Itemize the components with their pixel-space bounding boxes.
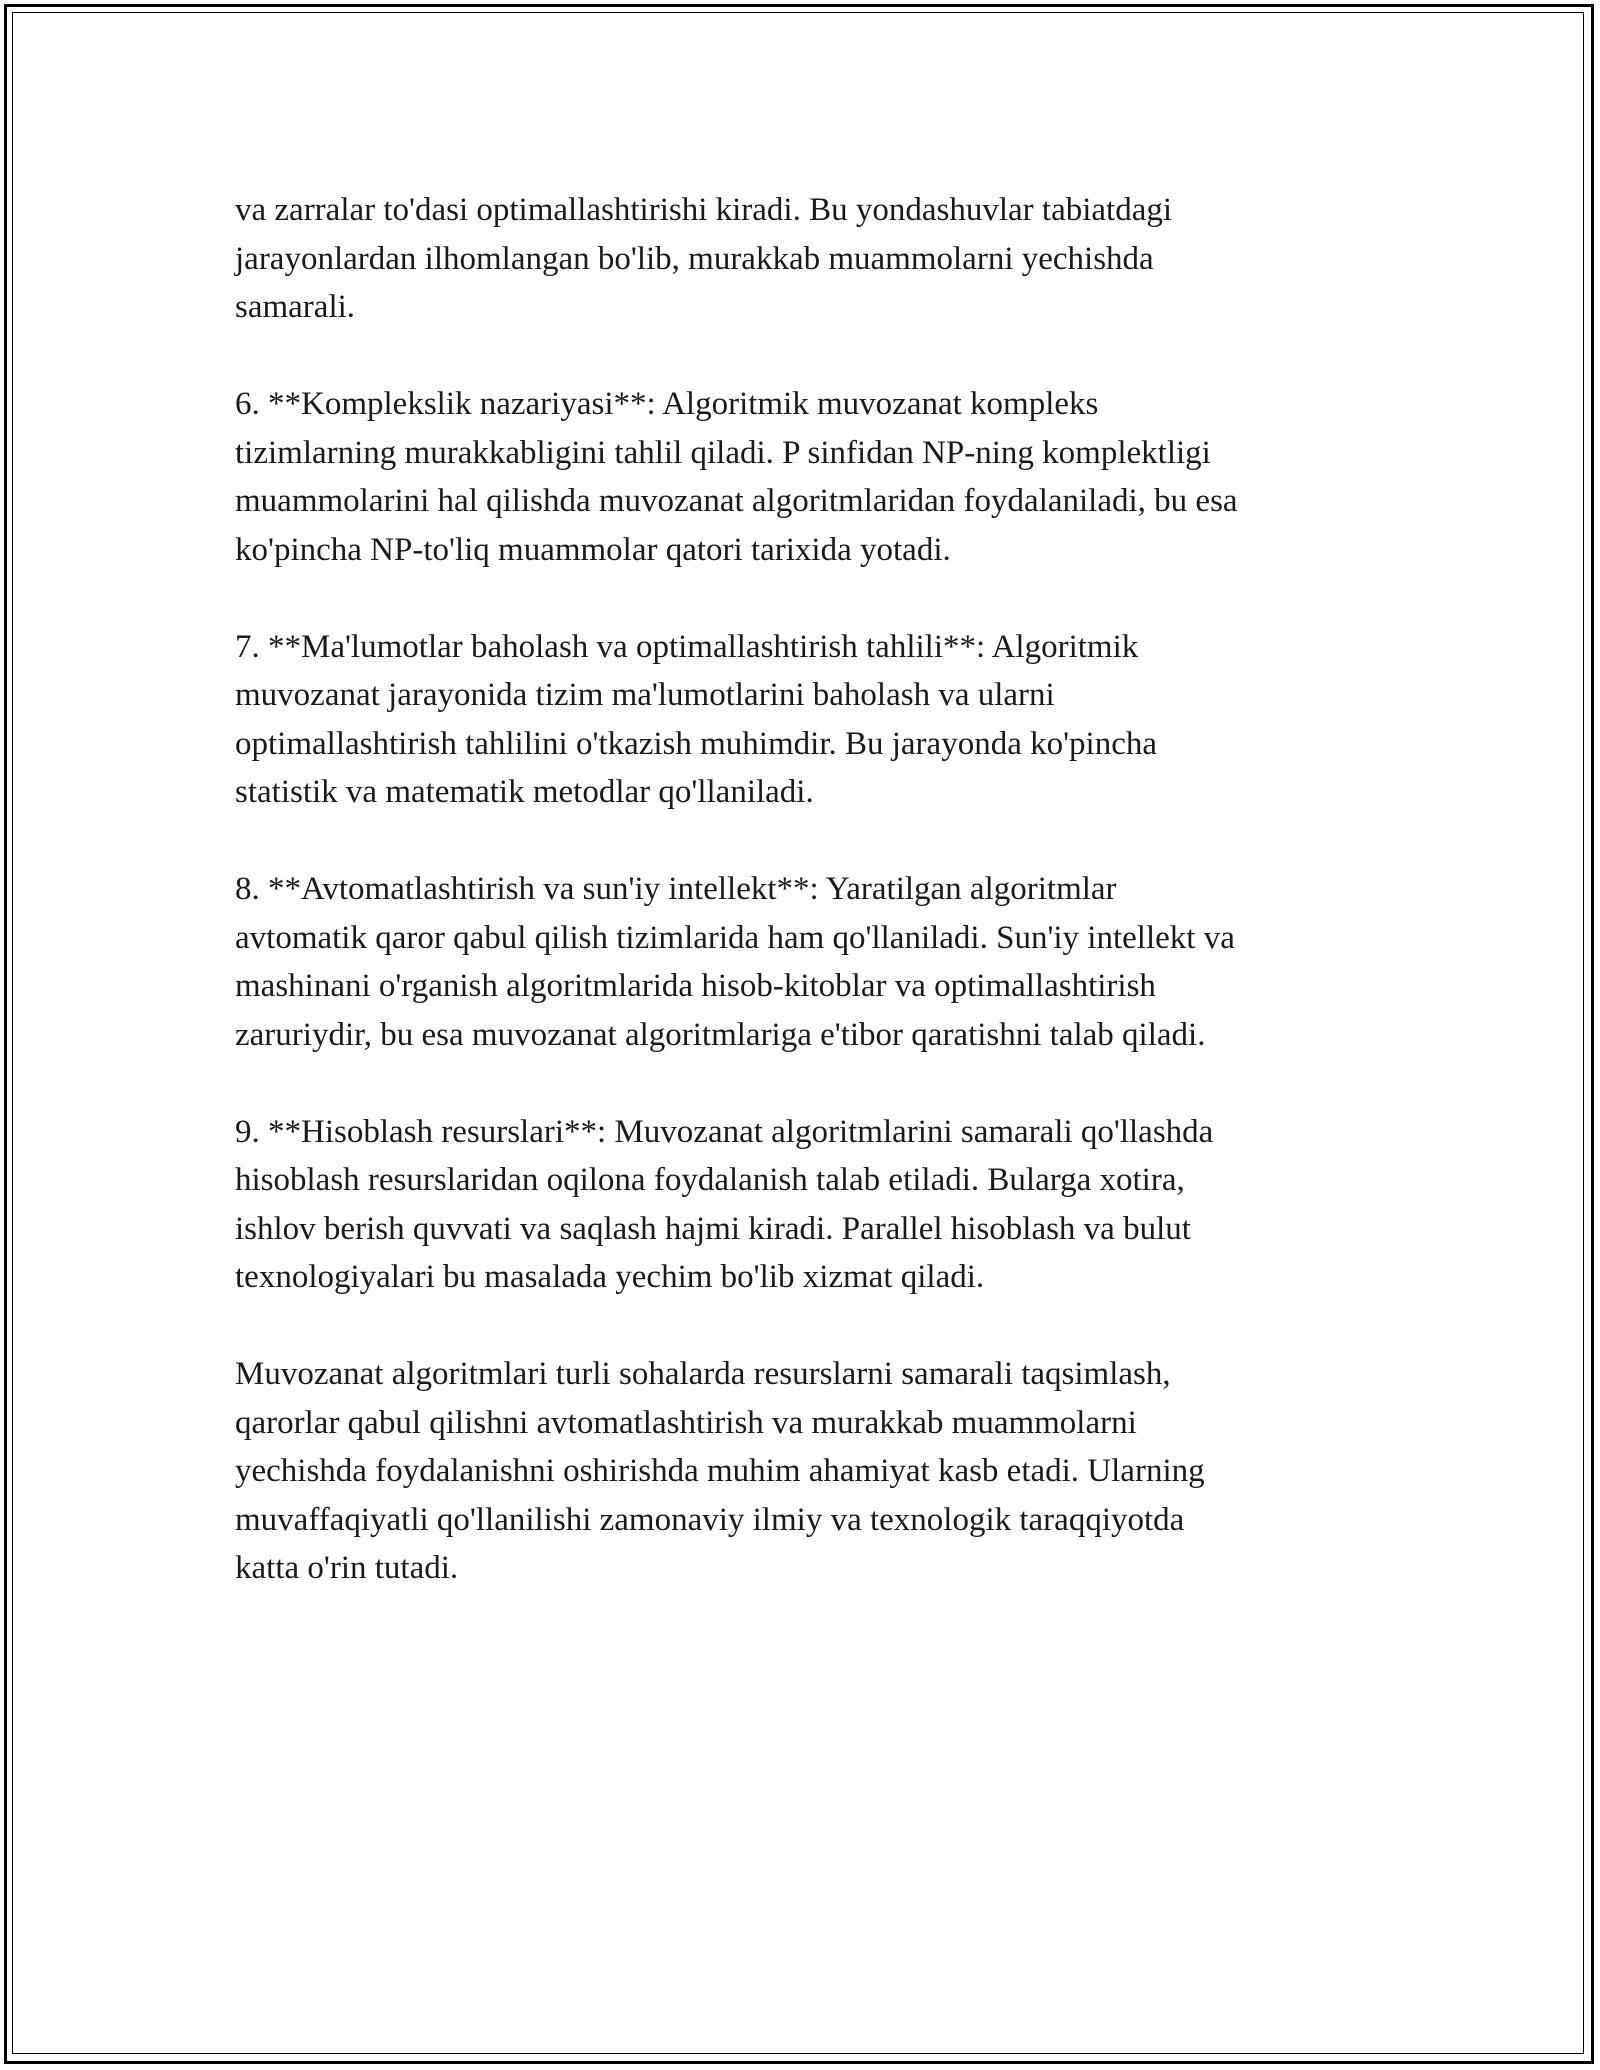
document-body xyxy=(235,186,1365,1641)
paragraph-item-9: 9. **Hisoblash resurslari**: Muvozanat algoritmlarini samarali qo'llashda hisoblash resurslaridan oqilona foydalanish talab etiladi. Bularga xotira, ishlov berish quvvati va saqlash hajmi kiradi. Parallel hisoblash va bulut texnologiyalari bu masalada yechim bo'lib xizmat qiladi. xyxy=(235,1113,1214,1295)
paragraph-item-7: 7. **Ma'lumotlar baholash va optimallashtirish tahlili**: Algoritmik muvozanat jarayonida tizim ma'lumotlarini baholash va ularni optimallashtirish tahlilini o'tkazish muhimdir. Bu jarayonda ko'pincha statistik va matematik metodlar qo'llaniladi. xyxy=(235,628,1158,810)
paragraph-item-8: 8. **Avtomatlashtirish va sun'iy intellekt**: Yaratilgan algoritmlar avtomatik qaror qabul qilish tizimlarida ham qo'llaniladi. Sun'iy intellekt va mashinani o'rganish algoritmlarida hisob-kitoblar va optimallashtirish zaruriydir, bu esa muvozanat algoritmlariga e'tibor qaratishni talab qiladi. xyxy=(235,871,1235,1053)
paragraph-continuation: va zarralar to'dasi optimallashtirishi kiradi. Bu yondashuvlar tabiatdagi jarayonlardan ilhomlangan bo'lib, murakkab muammolarni yechishda samarali. xyxy=(235,192,1173,325)
paragraph-conclusion: Muvozanat algoritmlari turli sohalarda resurslarni samarali taqsimlash, qarorlar qabul qilishni avtomatlashtirish va murakkab muammolarni yechishda foydalanishni oshirishda muhim ahamiyat kasb etadi. Ularning muvaffaqiyatli qo'llanilishi zamonaviy ilmiy va texnologik taraqqiyotda katta o'rin tutadi. xyxy=(235,1356,1205,1586)
paragraph-item-6: 6. **Komplekslik nazariyasi**: Algoritmik muvozanat kompleks tizimlarning murakkabligini tahlil qiladi. P sinfidan NP-ning komplektligi muammolarini hal qilishda muvozanat algoritmlaridan foydalaniladi, bu esa ko'pincha NP-to'liq muammolar qatori tarixida yotadi. xyxy=(235,386,1238,568)
